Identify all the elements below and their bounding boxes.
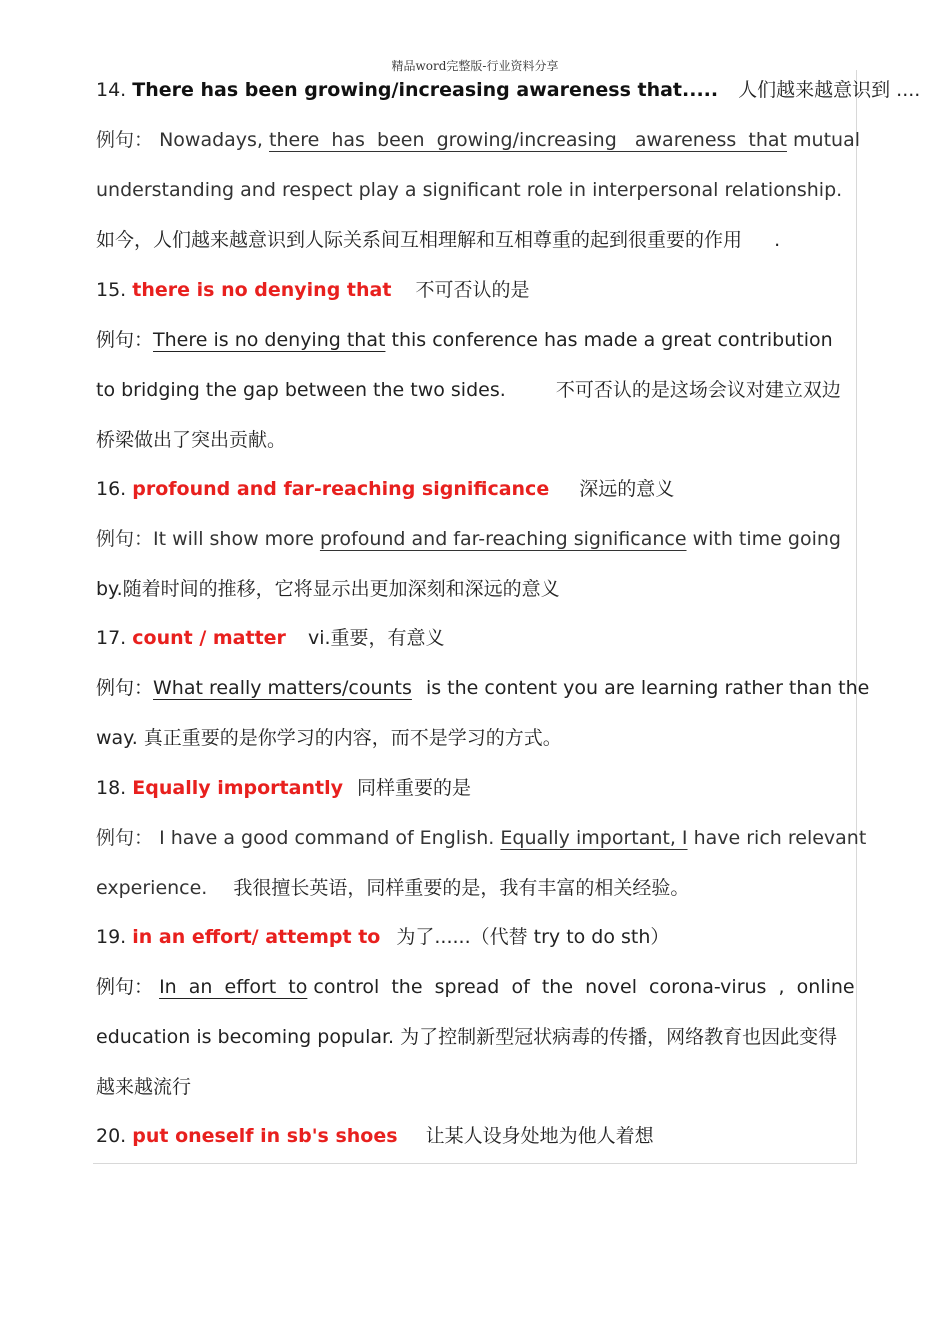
entry-16-example: [96, 527, 841, 551]
entry-phrase: in an effort/ attempt to: [132, 926, 381, 948]
entry-meaning: 为了......（代替 try to do sth）: [396, 926, 670, 948]
example-text: experience.: [96, 877, 208, 899]
entry-17-example-line2: way. 真正重要的是你学习的内容，而不是学习的方式。: [96, 727, 562, 749]
entry-meaning: 深远的意义: [579, 478, 675, 500]
entry-18-example-line2: [96, 876, 689, 900]
entry-phrase: There has been growing/increasing awareness that.....: [132, 79, 719, 101]
translation-text: 为了控制新型冠状病毒的传播，网络教育也因此变得: [400, 1026, 838, 1048]
entry-19-example: [96, 975, 855, 999]
entry-19-title: [96, 925, 669, 949]
entry-19-translation: 越来越流行: [96, 1076, 192, 1098]
entry-14-title: [96, 78, 920, 102]
entry-number: 20.: [96, 1125, 127, 1147]
example-text: mutual: [793, 129, 860, 151]
entry-number: 14.: [96, 79, 133, 101]
example-label: 例句：: [96, 528, 154, 550]
entry-14-translation: [96, 228, 780, 252]
translation-text: 我很擅长英语，同样重要的是，我有丰富的相关经验。: [233, 877, 690, 899]
entry-16-example-line2: by.随着时间的推移，它将显示出更加深刻和深远的意义: [96, 578, 560, 600]
entry-meaning: 人们越来越意识到 ....: [738, 79, 921, 101]
example-underlined-phrase: profound and far-reaching significance: [319, 528, 687, 550]
example-text: have rich relevant: [693, 827, 867, 849]
entry-number: 18.: [96, 777, 127, 799]
entry-19-example-line2: [96, 1025, 837, 1049]
entry-17-example: [96, 676, 869, 700]
entry-phrase: profound and far-reaching significance: [132, 478, 550, 500]
example-text: is the content you are learning rather than the: [425, 677, 870, 699]
page-header: 精品word完整版-行业资料分享: [391, 59, 559, 73]
entry-phrase: Equally importantly: [132, 777, 343, 799]
translation-text: 不可否认的是这场会议对建立双边: [555, 379, 841, 401]
entry-15-translation: 桥梁做出了突出贡献。: [96, 429, 287, 451]
entry-15-title: [96, 278, 530, 302]
entry-number: 16.: [96, 478, 127, 500]
example-label: 例句：: [96, 976, 154, 998]
entry-number: 19.: [96, 926, 127, 948]
example-underlined-phrase: What really matters/counts: [153, 677, 412, 699]
entry-20-title: [96, 1124, 654, 1148]
example-label: 例句：: [96, 827, 154, 849]
example-underlined-phrase: There is no denying that: [153, 329, 386, 351]
entry-15-example-line2: [96, 378, 841, 402]
example-underlined-phrase: there has been growing/increasing awareness that: [269, 129, 787, 151]
entry-16-title: [96, 477, 674, 501]
entry-18-title: [96, 776, 471, 800]
entry-phrase: count / matter: [132, 627, 286, 649]
entry-meaning: 不可否认的是: [415, 279, 530, 301]
entry-15-example: [96, 328, 833, 352]
example-label: 例句：: [96, 677, 154, 699]
entry-phrase: there is no denying that: [132, 279, 392, 301]
entry-number: 15.: [96, 279, 127, 301]
example-underlined-phrase: In an effort to: [159, 976, 308, 998]
entry-number: 17.: [96, 627, 127, 649]
entry-14-example: [96, 128, 860, 152]
entry-phrase: put oneself in sb's shoes: [132, 1125, 398, 1147]
entry-17-title: [96, 626, 445, 650]
translation-tail: .: [774, 229, 781, 251]
example-label: 例句：: [96, 329, 154, 351]
entry-14-example-line2: understanding and respect play a significant role in interpersonal relationship.: [96, 179, 843, 201]
translation-text: 如今，人们越来越意识到人际关系间互相理解和互相尊重的起到很重要的作用: [96, 229, 743, 251]
example-label: 例句：: [96, 129, 154, 151]
example-text: this conference has made a great contribution: [391, 329, 833, 351]
example-underlined-phrase: Equally important, I: [500, 827, 688, 849]
entry-18-example: [96, 826, 866, 850]
example-text: It will show more: [153, 528, 314, 550]
entry-meaning: 同样重要的是: [357, 777, 472, 799]
example-text: control the spread of the novel corona-virus , online: [313, 976, 855, 998]
example-text: to bridging the gap between the two sides.: [96, 379, 506, 401]
example-text: Nowadays,: [159, 129, 263, 151]
entry-meaning: vi.重要，有意义: [307, 627, 445, 649]
entry-meaning: 让某人设身处地为他人着想: [425, 1125, 654, 1147]
example-text: education is becoming popular.: [96, 1026, 395, 1048]
example-text: I have a good command of English.: [159, 827, 495, 849]
example-text: with time going: [692, 528, 841, 550]
